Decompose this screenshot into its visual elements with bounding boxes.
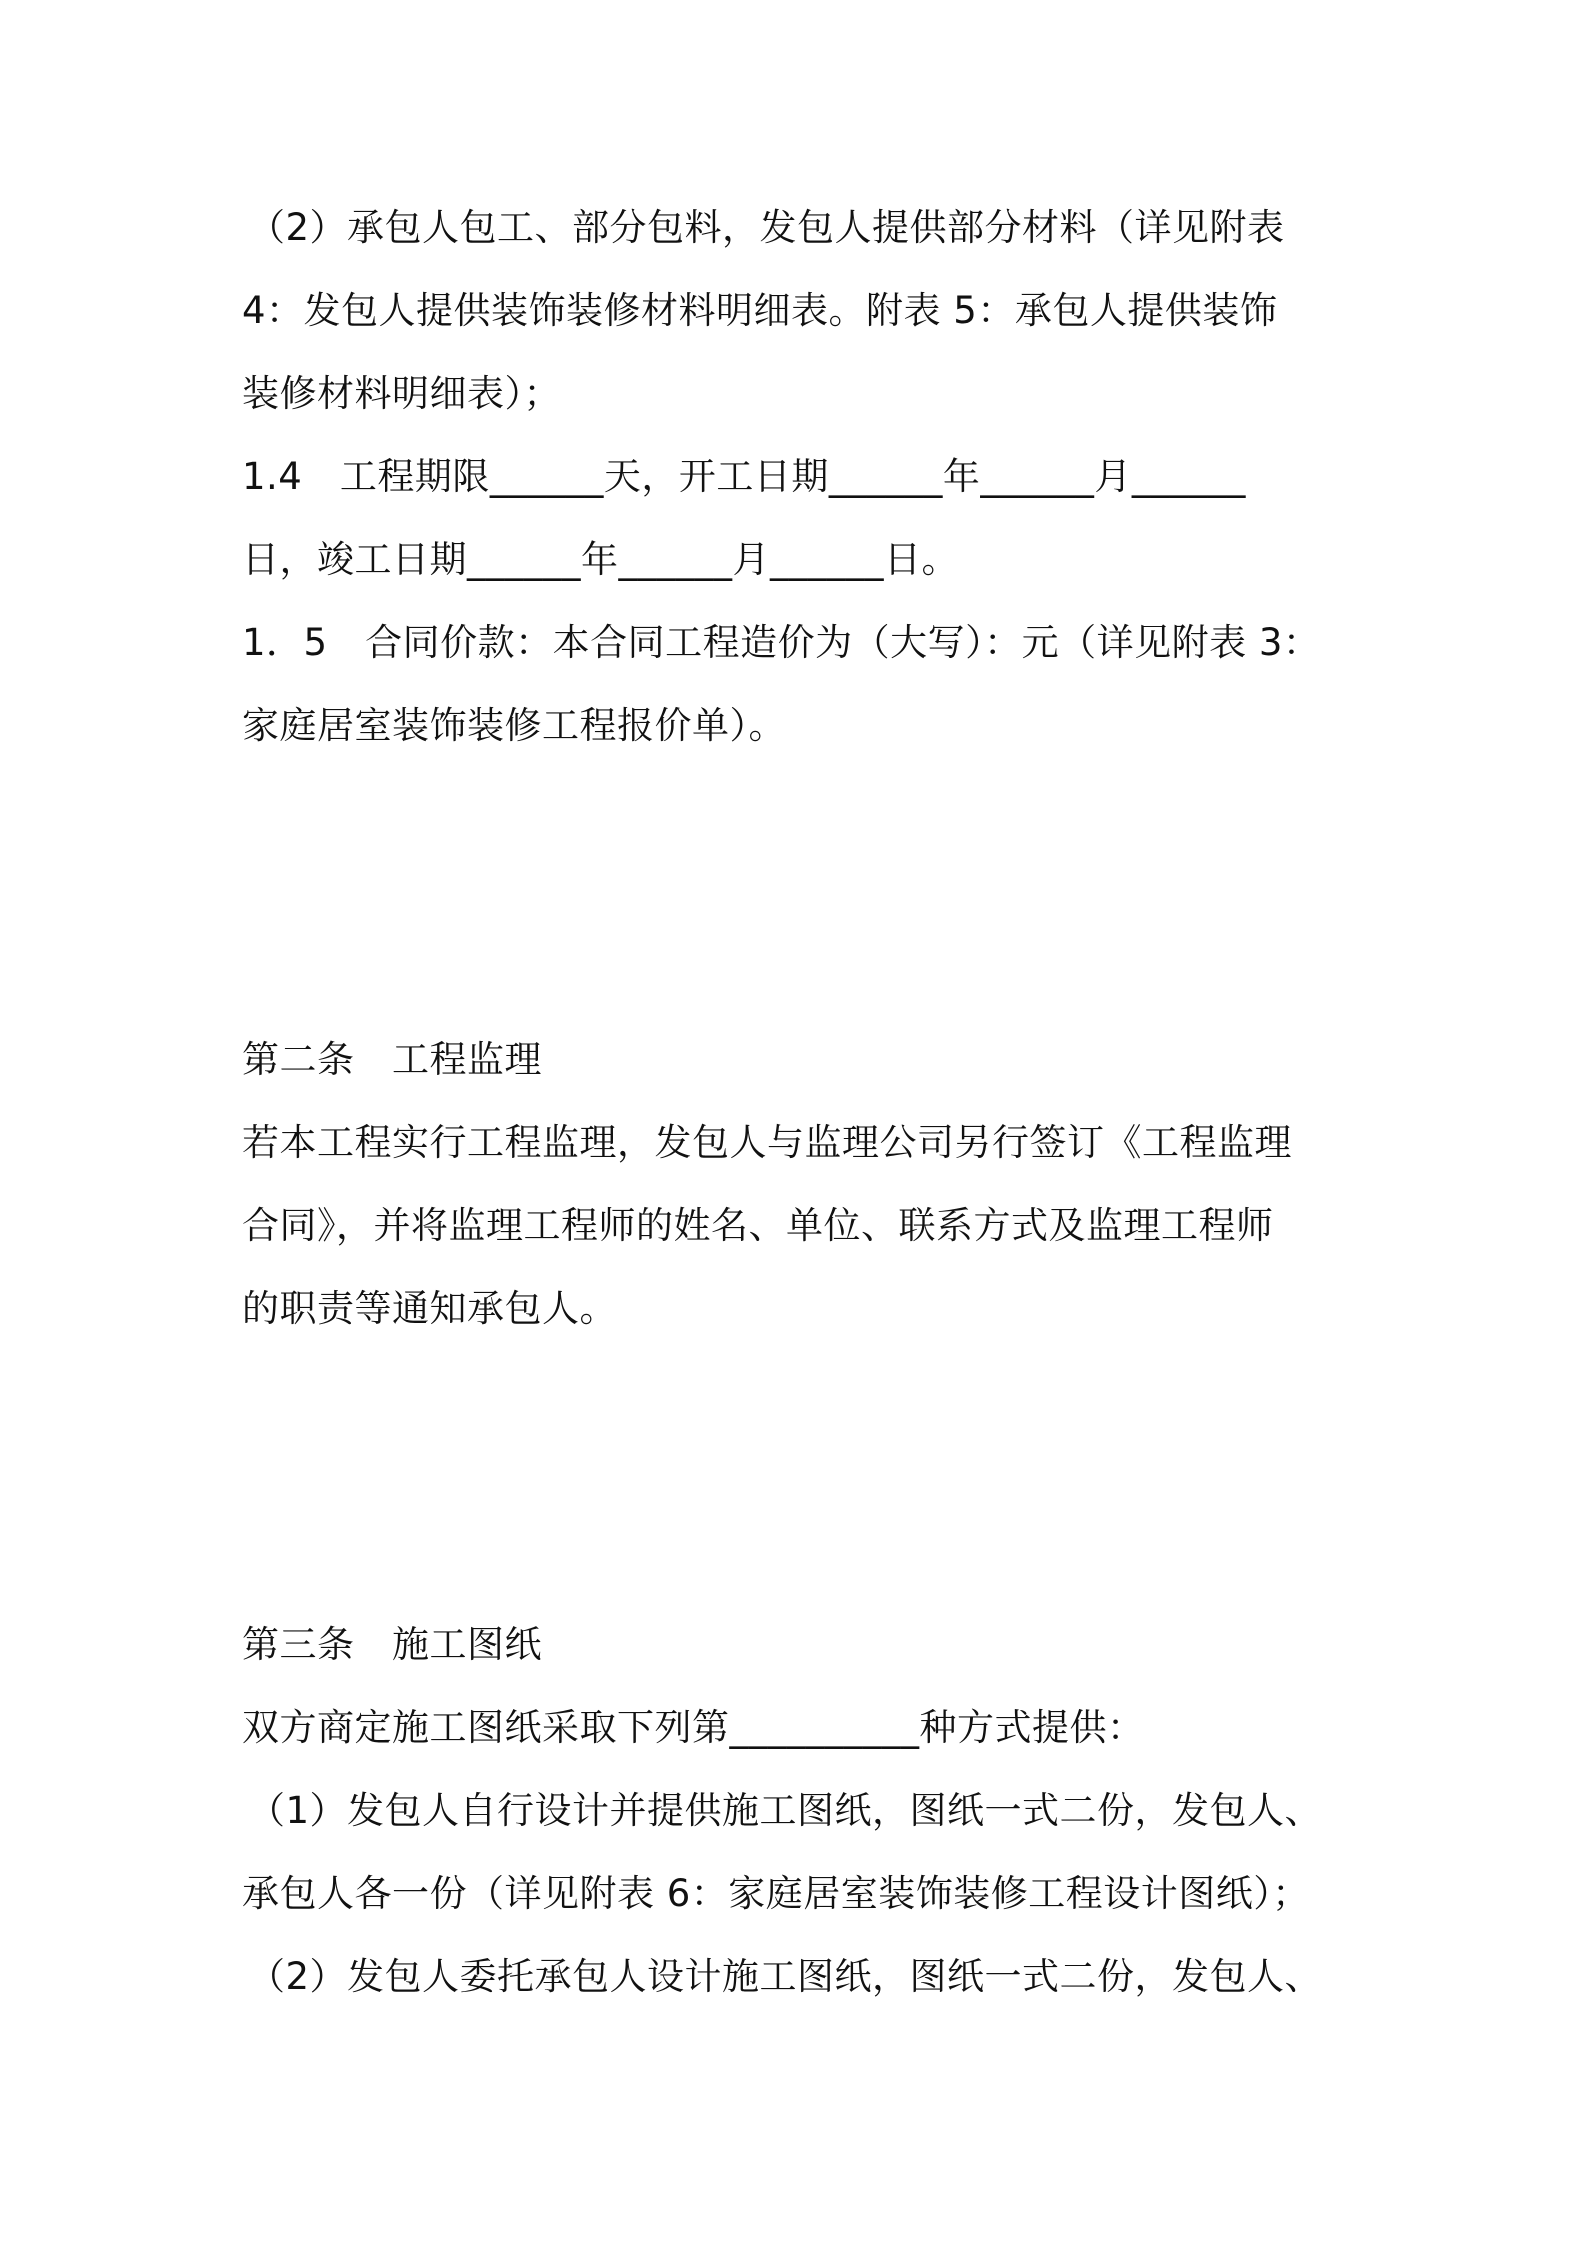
article2-body-line2: 合同》，并将监理工程师的姓名、单位、联系方式及监理工程师 <box>242 1204 1274 1247</box>
option2-line1: （2）发包人委托承包人设计施工图纸，图纸一式二份，发包人、 <box>248 1955 1323 1998</box>
article2-body-line3: 的职责等通知承包人。 <box>242 1287 617 1330</box>
article2-body-line1: 若本工程实行工程监理，发包人与监理公司另行签订《工程监理 <box>242 1121 1292 1164</box>
item2-line3: 装修材料明细表）； <box>242 372 561 415</box>
option1-line1: （1）发包人自行设计并提供施工图纸，图纸一式二份，发包人、 <box>248 1789 1323 1832</box>
item2-line1: （2）承包人包工、部分包料，发包人提供部分材料（详见附表 <box>248 206 1285 249</box>
article3-intro: 双方商定施工图纸采取下列第__________种方式提供： <box>242 1706 1145 1749</box>
item2-line2: 4：发包人提供装饰装修材料明细表。附表 5：承包人提供装饰 <box>242 289 1278 332</box>
clause-1-4-line1: 1.4 工程期限______天，开工日期______年______月______ <box>242 455 1246 498</box>
clause-1-5-line2: 家庭居室装饰装修工程报价单）。 <box>242 704 786 747</box>
article3-heading: 第三条 施工图纸 <box>242 1623 542 1666</box>
article2-heading: 第二条 工程监理 <box>242 1038 542 1081</box>
clause-1-4-line2: 日，竣工日期______年______月______日。 <box>242 538 959 581</box>
option1-line2: 承包人各一份（详见附表 6：家庭居室装饰装修工程设计图纸）； <box>242 1872 1310 1915</box>
clause-1-5-line1: 1．5 合同价款：本合同工程造价为（大写）：元（详见附表 3： <box>242 621 1321 664</box>
